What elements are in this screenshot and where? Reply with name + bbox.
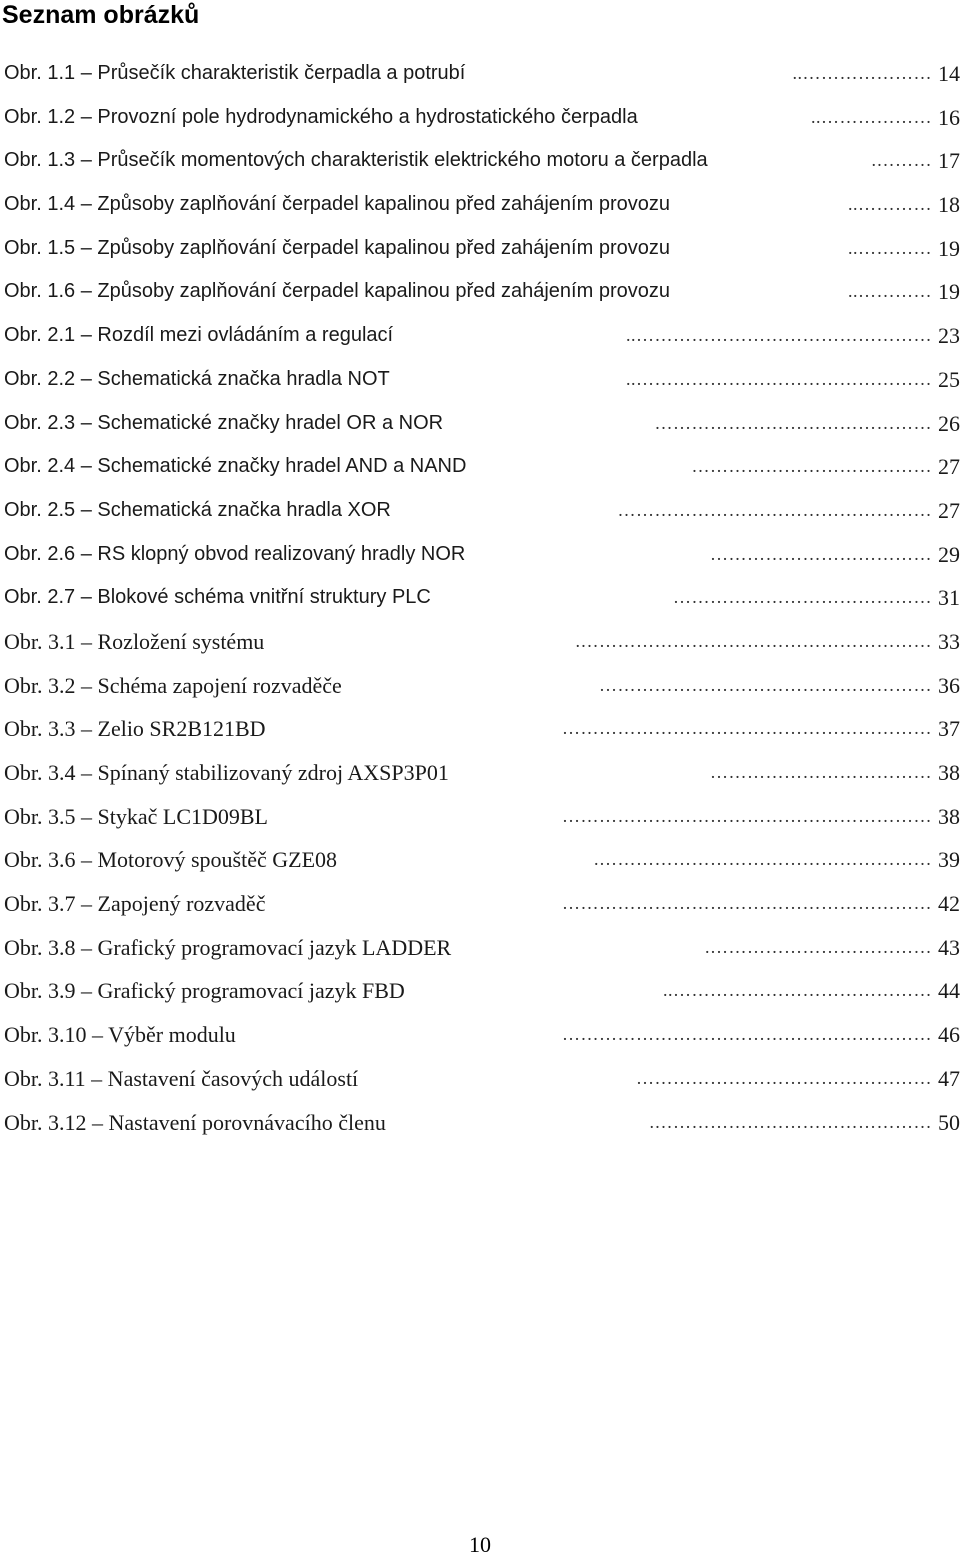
figure-entry-label: Obr. 1.4 – Způsoby zaplňování čerpadel kapalinou před zahájením provozu [4, 193, 670, 216]
dot-leader: ……………………………… [710, 543, 932, 564]
figure-entry-page: 18 [938, 192, 960, 218]
dot-leader: …………………………………………………… [562, 718, 932, 739]
dot-leader: ……………….. [811, 106, 932, 127]
figure-entry-page: 16 [938, 104, 960, 130]
figure-entry[interactable] [0, 314, 960, 358]
dot-leader: …………………………………………………… [562, 1024, 932, 1045]
figure-entry[interactable] [0, 1057, 960, 1101]
dot-leader: ………………………………………… [636, 1067, 932, 1088]
figure-entry-page: 14 [938, 61, 960, 86]
figure-entry-label: Obr. 2.1 – Rozdíl mezi ovládáním a regulací [4, 324, 394, 347]
dot-leader: ………………….. [792, 63, 932, 83]
figure-entry-label: Obr. 3.10 – Výběr modulu [4, 1022, 236, 1048]
figure-entry[interactable] [0, 576, 960, 620]
figure-entry[interactable] [0, 751, 960, 795]
figure-entry[interactable] [0, 664, 960, 708]
figure-entry-page: 19 [938, 279, 960, 305]
figure-entry-label: Obr. 1.5 – Způsoby zaplňování čerpadel kapalinou před zahájením provozu [4, 236, 670, 259]
figure-entry[interactable] [0, 1013, 960, 1057]
figure-entry-page: 31 [938, 585, 960, 611]
dot-leader: ………………………………………….. [626, 368, 932, 389]
figure-entry-label: Obr. 3.1 – Rozložení systému [4, 628, 265, 654]
figure-entry-label: Obr. 1.3 – Průsečík momentových charakteristik elektrického motoru a čerpadla [4, 149, 708, 172]
figure-entry-page: 50 [938, 1109, 960, 1135]
page-heading: Seznam obrázků [2, 1, 200, 29]
dot-leader: ………………………………. [705, 936, 932, 957]
figure-entry-label: Obr. 3.9 – Grafický programovací jazyk FBD [4, 978, 405, 1004]
figure-entry[interactable] [0, 882, 960, 926]
figure-entry-page: 44 [938, 978, 960, 1004]
figure-entry[interactable] [0, 707, 960, 751]
figure-entry-page: 26 [938, 410, 960, 436]
figure-entry-label: Obr. 3.5 – Stykač LC1D09BL [4, 803, 268, 829]
figure-entry-page: 23 [938, 323, 960, 349]
figure-entry-label: Obr. 3.6 – Motorový spouštěč GZE08 [4, 847, 338, 873]
dot-leader: ……………………………………… [654, 412, 932, 433]
figure-entry-label: Obr. 3.12 – Nastavení porovnávacího členu [4, 1109, 386, 1135]
dot-leader: ………….. [848, 237, 932, 258]
figure-entry-page: 29 [938, 541, 960, 567]
page-number: 10 [469, 1532, 491, 1557]
figure-entry[interactable] [0, 838, 960, 882]
dot-leader: …………………………………… [673, 587, 932, 608]
figure-entry-label: Obr. 1.6 – Způsoby zaplňování čerpadel kapalinou před zahájením provozu [4, 280, 670, 303]
figure-entry[interactable] [0, 270, 960, 314]
figure-entry-label: Obr. 2.2 – Schematická značka hradla NOT [4, 367, 390, 390]
figure-entry[interactable] [0, 96, 960, 140]
dot-leader: ………………………………………. [649, 1111, 932, 1132]
dot-leader: ……………………………………………… [599, 674, 932, 695]
figure-entry-page: 19 [938, 235, 960, 261]
figure-entry-page: 42 [938, 891, 960, 917]
figure-entry-page: 47 [938, 1065, 960, 1091]
figure-entry[interactable] [0, 1101, 960, 1145]
figure-entry-page: 27 [938, 497, 960, 523]
figure-entry[interactable] [0, 969, 960, 1013]
figure-entry[interactable] [0, 795, 960, 839]
figure-entry[interactable] [0, 533, 960, 577]
figure-entry[interactable] [0, 227, 960, 271]
dot-leader: ………………………………………….. [626, 325, 932, 346]
dot-leader: …………………………………………… [617, 499, 932, 520]
figure-entry-label: Obr. 2.7 – Blokové schéma vnitřní struktury PLC [4, 586, 431, 609]
figure-entry-label: Obr. 1.1 – Průsečík charakteristik čerpadla a potrubí [4, 62, 466, 84]
dot-leader: ………. [871, 150, 932, 171]
figure-entry-page: 33 [938, 628, 960, 654]
figure-entry-page: 43 [938, 934, 960, 960]
figure-entry-label: Obr. 2.3 – Schematické značky hradel OR a NOR [4, 411, 444, 434]
figure-entry[interactable] [0, 183, 960, 227]
figure-entry-page: 46 [938, 1022, 960, 1048]
figure-list [0, 52, 960, 1144]
figure-entry-label: Obr. 1.2 – Provozní pole hydrodynamického a hydrostatického čerpadla [4, 105, 638, 128]
dot-leader: …………………………………….. [663, 980, 932, 1001]
dot-leader: ……………………………… [710, 762, 932, 782]
figure-entry[interactable] [0, 620, 960, 664]
figure-entry[interactable] [0, 926, 960, 970]
figure-entry[interactable] [0, 445, 960, 489]
dot-leader: ………………………………… [691, 456, 932, 477]
figure-entry-label: Obr. 2.6 – RS klopný obvod realizovaný hradly NOR [4, 542, 466, 565]
figure-entry-label: Obr. 3.7 – Zapojený rozvaděč [4, 891, 266, 917]
figure-entry-label: Obr. 2.5 – Schematická značka hradla XOR [4, 498, 391, 521]
figure-entry-label: Obr. 3.8 – Grafický programovací jazyk LADDER [4, 934, 452, 960]
dot-leader: ………….. [848, 281, 932, 302]
figure-entry-page: 38 [938, 760, 960, 785]
figure-entry-label: Obr. 3.3 – Zelio SR2B121BD [4, 716, 266, 742]
figure-entry-label: Obr. 3.4 – Spínaný stabilizovaný zdroj AXSP3P01 [4, 760, 449, 785]
figure-entry-page: 36 [938, 672, 960, 698]
figure-entry-page: 27 [938, 454, 960, 480]
figure-entry-page: 17 [938, 148, 960, 174]
figure-entry[interactable] [0, 52, 960, 96]
figure-entry-label: Obr. 3.11 – Nastavení časových událostí [4, 1065, 359, 1091]
figure-entry[interactable] [0, 489, 960, 533]
figure-entry-page: 25 [938, 366, 960, 392]
dot-leader: …………………………………………………. [575, 630, 932, 651]
figure-entry[interactable] [0, 358, 960, 402]
figure-entry[interactable] [0, 139, 960, 183]
figure-entry-page: 39 [938, 847, 960, 873]
figure-entry-page: 38 [938, 803, 960, 829]
figure-entry-label: Obr. 2.4 – Schematické značky hradel AND a NAND [4, 455, 467, 478]
figure-entry-page: 37 [938, 716, 960, 742]
figure-entry-label: Obr. 3.2 – Schéma zapojení rozvaděče [4, 672, 342, 698]
dot-leader: …………………………………………………… [562, 893, 932, 914]
dot-leader: ………………………………………………. [594, 849, 932, 870]
dot-leader: ………….. [848, 194, 932, 215]
figure-entry[interactable] [0, 402, 960, 446]
dot-leader: …………………………………………………… [562, 805, 932, 826]
